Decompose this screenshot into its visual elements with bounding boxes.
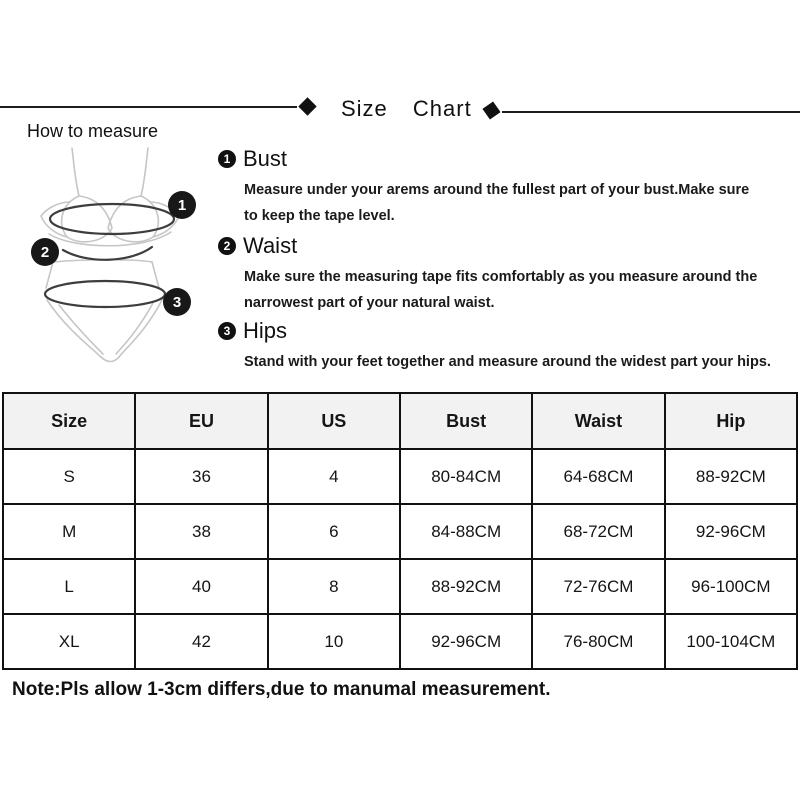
cell-bust: 88-92CM: [400, 559, 532, 614]
cell-waist: 72-76CM: [532, 559, 664, 614]
column-header-hip: Hip: [665, 393, 797, 449]
table-row-l: [3, 559, 797, 614]
section-hips-description: [244, 349, 793, 375]
cell-bust: 80-84CM: [400, 449, 532, 504]
column-header-waist: Waist: [532, 393, 664, 449]
cell-size: L: [3, 559, 135, 614]
cell-eu: 38: [135, 504, 267, 559]
description-line: Measure under your arems around the fullest part of your bust.Make sure: [244, 182, 750, 198]
column-header-us: US: [268, 393, 400, 449]
diamond-icon: [482, 101, 500, 119]
description-line: Make sure the measuring tape fits comfortably as you measure around the: [244, 269, 758, 285]
section-hips-heading: [218, 318, 793, 344]
section-bust: [218, 146, 793, 229]
section-waist: [218, 233, 793, 316]
cell-waist: 76-80CM: [532, 614, 664, 669]
cell-us: 4: [268, 449, 400, 504]
how-to-measure-heading: How to measure: [27, 121, 159, 141]
section-bust-description: [244, 177, 793, 229]
cell-size: S: [3, 449, 135, 504]
cell-bust: 92-96CM: [400, 614, 532, 669]
diagram-marker-bust: 1: [168, 191, 196, 219]
section-waist-heading: [218, 233, 793, 259]
cell-hip: 100-104CM: [665, 614, 797, 669]
table-row-s: [3, 449, 797, 504]
cell-eu: 40: [135, 559, 267, 614]
cell-size: M: [3, 504, 135, 559]
cell-hip: 88-92CM: [665, 449, 797, 504]
cell-us: 6: [268, 504, 400, 559]
cell-bust: 84-88CM: [400, 504, 532, 559]
section-bust-title: Bust: [243, 146, 288, 171]
column-header-eu: EU: [135, 393, 267, 449]
diagram-marker-hips: 3: [163, 288, 191, 316]
cell-waist: 64-68CM: [532, 449, 664, 504]
cell-us: 10: [268, 614, 400, 669]
diagram-marker-waist: 2: [31, 238, 59, 266]
table-row-xl: [3, 614, 797, 669]
description-line: Stand with your feet together and measure around the widest part your hips.: [244, 354, 771, 370]
description-line: narrowest part of your natural waist.: [244, 295, 495, 311]
number-bullet-icon: 2: [218, 237, 236, 255]
page-title: Size Chart: [341, 96, 472, 121]
table-row-m: [3, 504, 797, 559]
cell-us: 8: [268, 559, 400, 614]
section-waist-description: [244, 264, 793, 316]
size-table-header-row: [3, 393, 797, 449]
section-hips: [218, 318, 793, 375]
header-rule-left: [0, 106, 297, 108]
section-waist-title: Waist: [243, 233, 298, 258]
number-bullet-icon: 1: [218, 150, 236, 168]
cell-hip: 92-96CM: [665, 504, 797, 559]
description-line: to keep the tape level.: [244, 208, 395, 224]
cell-eu: 42: [135, 614, 267, 669]
diamond-icon: [298, 97, 316, 115]
column-header-size: Size: [3, 393, 135, 449]
cell-eu: 36: [135, 449, 267, 504]
section-hips-title: Hips: [243, 318, 288, 343]
header-rule-right: [502, 111, 800, 113]
cell-waist: 68-72CM: [532, 504, 664, 559]
column-header-bust: Bust: [400, 393, 532, 449]
number-bullet-icon: 3: [218, 322, 236, 340]
measurement-note: Note:Pls allow 1-3cm differs,due to manumal measurement.: [12, 679, 551, 700]
section-bust-heading: [218, 146, 793, 172]
size-table: [2, 392, 798, 670]
cell-hip: 96-100CM: [665, 559, 797, 614]
cell-size: XL: [3, 614, 135, 669]
